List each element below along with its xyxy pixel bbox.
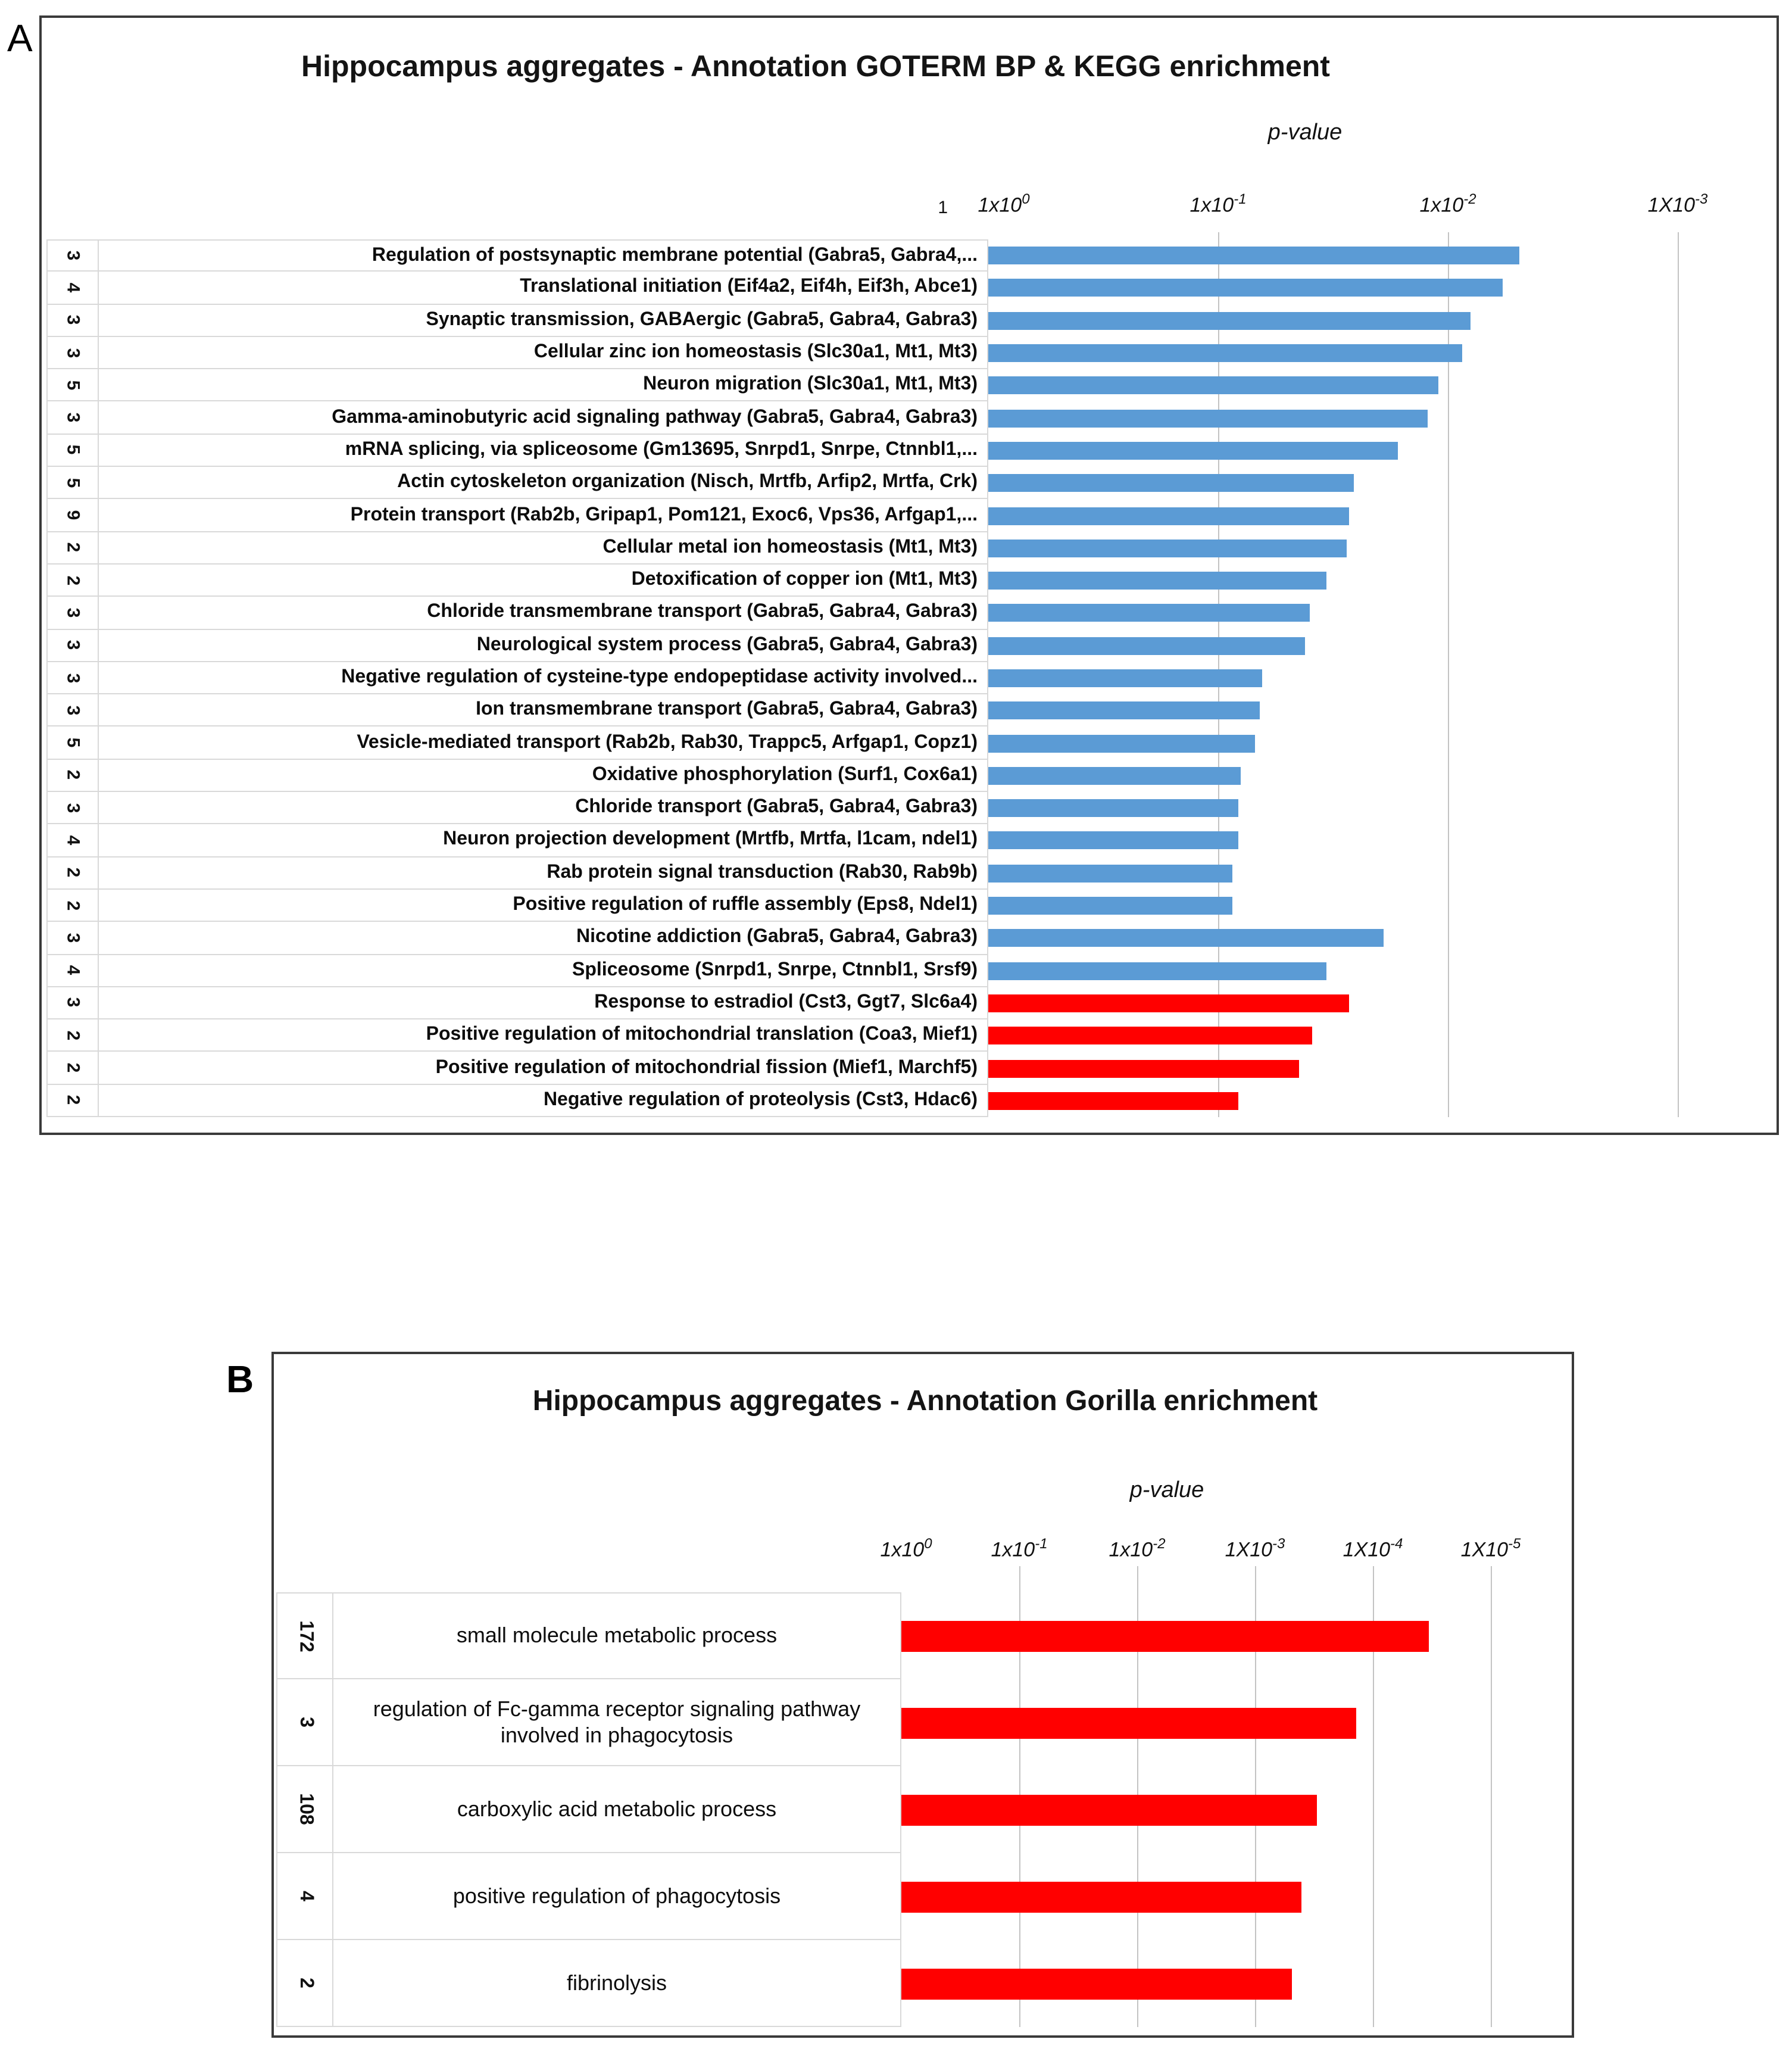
panel-b-chart bbox=[271, 1352, 1574, 2038]
gene-count: 4 bbox=[63, 965, 83, 975]
gene-count: 3 bbox=[63, 640, 83, 650]
gene-count: 4 bbox=[63, 282, 83, 293]
blue-bar bbox=[988, 247, 1519, 264]
gene-count: 2 bbox=[63, 770, 83, 781]
panel-a-title: Hippocampus aggregates - Annotation GOTERM BP & KEGG enrichment bbox=[301, 50, 1330, 83]
axis-tick: $1x10^0$ bbox=[978, 191, 1030, 217]
chart-row bbox=[276, 1766, 1569, 1853]
chart-row bbox=[46, 565, 1769, 597]
category-label: Detoxification of copper ion (Mt1, Mt3) bbox=[631, 569, 978, 590]
gene-count: 4 bbox=[295, 1891, 316, 1901]
category-label-cell bbox=[333, 1592, 901, 1679]
chart-row bbox=[46, 662, 1769, 695]
axis-tick: $1x10^0$ bbox=[880, 1535, 932, 1561]
blue-bar bbox=[988, 734, 1255, 752]
category-label-cell bbox=[99, 1019, 988, 1052]
chart-row bbox=[46, 694, 1769, 727]
category-label-cell bbox=[99, 597, 988, 630]
gene-count: 5 bbox=[63, 445, 83, 456]
gene-count-cell bbox=[46, 597, 99, 630]
gene-count: 3 bbox=[63, 607, 83, 618]
chart-row bbox=[46, 890, 1769, 922]
red-bar bbox=[988, 1027, 1312, 1045]
chart-row bbox=[46, 792, 1769, 825]
gene-count-cell bbox=[46, 532, 99, 565]
chart-row bbox=[46, 500, 1769, 532]
panel-a-xaxis-label: p-value bbox=[1267, 120, 1343, 145]
red-bar bbox=[901, 1794, 1317, 1825]
panel-b-letter: B bbox=[226, 1358, 254, 1401]
red-bar bbox=[988, 994, 1349, 1012]
category-label: Synaptic transmission, GABAergic (Gabra5, Gabra4, Gabra3) bbox=[426, 309, 978, 330]
category-label: Actin cytoskeleton organization (Nisch, Mrtfb, Arfip2, Mrtfa, Crk) bbox=[397, 472, 978, 492]
gene-count: 5 bbox=[63, 380, 83, 390]
gene-count-cell bbox=[46, 629, 99, 662]
gene-count: 2 bbox=[63, 868, 83, 878]
category-label: Neurological system process (Gabra5, Gabra4, Gabra3) bbox=[476, 634, 978, 655]
category-label: Gamma-aminobutyric acid signaling pathway (Gabra5, Gabra4, Gabra3) bbox=[332, 407, 978, 428]
gene-count: 2 bbox=[63, 1030, 83, 1040]
category-label-cell bbox=[333, 1940, 901, 2027]
category-label: Protein transport (Rab2b, Gripap1, Pom121, Exoc6, Vps36, Arfgap1,... bbox=[350, 504, 978, 525]
axis-tick-exponent: -2 bbox=[1153, 1535, 1166, 1552]
category-label-cell bbox=[99, 629, 988, 662]
category-label-cell bbox=[99, 239, 988, 272]
chart-row bbox=[46, 825, 1769, 858]
gene-count: 3 bbox=[63, 347, 83, 358]
category-label-cell bbox=[99, 565, 988, 597]
axis-tick: $1X10^{-3}$ bbox=[1647, 191, 1708, 217]
chart-row bbox=[276, 1940, 1569, 2027]
chart-row bbox=[46, 369, 1769, 402]
gene-count-cell bbox=[46, 987, 99, 1020]
chart-row bbox=[276, 1853, 1569, 1940]
chart-row bbox=[46, 857, 1769, 890]
blue-bar bbox=[988, 604, 1310, 622]
gene-count: 108 bbox=[295, 1793, 316, 1825]
gene-count: 3 bbox=[63, 997, 83, 1008]
blue-bar bbox=[988, 799, 1238, 817]
category-label: regulation of Fc-gamma receptor signaling pathway involved in phagocytosis bbox=[373, 1697, 861, 1747]
axis-tick-exponent: -3 bbox=[1695, 191, 1708, 207]
chart-row bbox=[46, 922, 1769, 955]
gene-count: 3 bbox=[63, 315, 83, 325]
blue-bar bbox=[988, 865, 1232, 883]
category-label-cell bbox=[99, 1084, 988, 1117]
blue-bar bbox=[988, 637, 1305, 654]
blue-bar bbox=[988, 897, 1232, 915]
chart-row bbox=[46, 987, 1769, 1020]
category-label: fibrinolysis bbox=[566, 1970, 667, 1995]
chart-row bbox=[46, 304, 1769, 337]
category-label: Rab protein signal transduction (Rab30, Rab9b) bbox=[547, 862, 978, 883]
blue-bar bbox=[988, 930, 1384, 947]
gene-count-cell bbox=[46, 955, 99, 987]
chart-row bbox=[46, 1019, 1769, 1052]
gene-count-cell bbox=[46, 1084, 99, 1117]
chart-row bbox=[46, 337, 1769, 370]
panel-a-axis-ticks bbox=[42, 191, 1777, 222]
gene-count-cell bbox=[46, 890, 99, 922]
category-label-cell bbox=[99, 857, 988, 890]
category-label-cell bbox=[99, 435, 988, 467]
category-label: Chloride transmembrane transport (Gabra5, Gabra4, Gabra3) bbox=[427, 601, 978, 622]
category-label-cell bbox=[99, 825, 988, 858]
chart-row bbox=[46, 272, 1769, 305]
category-label: Oxidative phosphorylation (Surf1, Cox6a1) bbox=[592, 764, 978, 785]
category-label: Response to estradiol (Cst3, Ggt7, Slc6a4) bbox=[594, 991, 978, 1012]
blue-bar bbox=[988, 474, 1354, 492]
panel-b-axis-ticks bbox=[274, 1535, 1572, 1566]
axis-tick-exponent: -3 bbox=[1272, 1535, 1285, 1552]
category-label-cell bbox=[99, 369, 988, 402]
category-label-cell bbox=[333, 1853, 901, 1940]
blue-bar bbox=[988, 442, 1398, 460]
gene-count: 3 bbox=[63, 672, 83, 683]
blue-bar bbox=[988, 279, 1503, 297]
category-label-cell bbox=[99, 694, 988, 727]
chart-row bbox=[276, 1592, 1569, 1679]
gene-count-cell bbox=[46, 727, 99, 760]
axis-tick-exponent: -1 bbox=[1035, 1535, 1048, 1552]
category-label-cell bbox=[99, 792, 988, 825]
red-bar bbox=[901, 1881, 1301, 1912]
gene-count: 2 bbox=[63, 900, 83, 910]
gene-count-cell bbox=[46, 760, 99, 793]
chart-row bbox=[46, 1052, 1769, 1085]
category-label-cell bbox=[99, 727, 988, 760]
blue-bar bbox=[988, 962, 1326, 980]
category-label: Chloride transport (Gabra5, Gabra4, Gabra3) bbox=[575, 797, 978, 818]
gene-count-cell bbox=[46, 922, 99, 955]
blue-bar bbox=[988, 767, 1241, 785]
chart-row bbox=[46, 955, 1769, 987]
category-label-cell bbox=[333, 1679, 901, 1766]
chart-row bbox=[46, 727, 1769, 760]
gene-count: 3 bbox=[63, 250, 83, 261]
category-label: Negative regulation of cysteine-type endopeptidase activity involved... bbox=[341, 667, 978, 687]
red-bar bbox=[988, 1059, 1299, 1077]
gene-count-cell bbox=[46, 337, 99, 370]
category-label-cell bbox=[99, 500, 988, 532]
category-label-cell bbox=[99, 662, 988, 695]
blue-bar bbox=[988, 507, 1349, 525]
blue-bar bbox=[988, 572, 1326, 590]
red-bar bbox=[901, 1620, 1429, 1651]
gene-count-cell bbox=[46, 435, 99, 467]
gene-count-cell bbox=[46, 1019, 99, 1052]
gene-count-cell bbox=[46, 694, 99, 727]
gene-count: 172 bbox=[295, 1620, 316, 1652]
axis-tick-exponent: 0 bbox=[1022, 191, 1030, 207]
category-label: Neuron projection development (Mrtfb, Mrtfa, l1cam, ndel1) bbox=[443, 829, 978, 850]
category-label: small molecule metabolic process bbox=[456, 1623, 778, 1648]
panel-a-letter: A bbox=[7, 17, 33, 60]
gene-count-cell bbox=[46, 239, 99, 272]
gene-count: 2 bbox=[295, 1978, 316, 1988]
axis-tick-exponent: -1 bbox=[1234, 191, 1247, 207]
category-label-cell bbox=[99, 402, 988, 435]
blue-bar bbox=[988, 702, 1260, 720]
category-label-cell bbox=[99, 467, 988, 500]
gene-count: 9 bbox=[63, 510, 83, 520]
red-bar bbox=[901, 1968, 1292, 1999]
gene-count-cell bbox=[46, 857, 99, 890]
axis-tick: $1x10^{-2}$ bbox=[1109, 1535, 1166, 1561]
gene-count-cell bbox=[46, 500, 99, 532]
gene-count: 4 bbox=[63, 835, 83, 846]
axis-tick: $1X10^{-4}$ bbox=[1343, 1535, 1403, 1561]
gene-count-cell bbox=[46, 467, 99, 500]
gene-count-cell bbox=[46, 565, 99, 597]
blue-bar bbox=[988, 344, 1462, 362]
chart-row bbox=[46, 402, 1769, 435]
category-label: mRNA splicing, via spliceosome (Gm13695, Snrpd1, Snrpe, Ctnnbl1,... bbox=[345, 439, 978, 460]
panel-a-chart bbox=[39, 15, 1779, 1135]
category-label: Vesicle-mediated transport (Rab2b, Rab30, Trappc5, Arfgap1, Copz1) bbox=[357, 732, 978, 753]
category-label: Cellular zinc ion homeostasis (Slc30a1, Mt1, Mt3) bbox=[533, 342, 978, 363]
gene-count-cell bbox=[46, 825, 99, 858]
blue-bar bbox=[988, 377, 1438, 395]
chart-row bbox=[276, 1679, 1569, 1766]
category-label: Negative regulation of proteolysis (Cst3, Hdac6) bbox=[543, 1089, 978, 1110]
axis-tick: $1X10^{-5}$ bbox=[1460, 1535, 1521, 1561]
blue-bar bbox=[988, 409, 1428, 427]
gene-count: 3 bbox=[295, 1717, 316, 1728]
gene-count: 3 bbox=[63, 933, 83, 943]
blue-bar bbox=[988, 540, 1347, 557]
category-label-cell bbox=[99, 272, 988, 305]
gene-count: 3 bbox=[63, 412, 83, 423]
gene-count-cell bbox=[276, 1940, 333, 2027]
category-label-cell bbox=[99, 337, 988, 370]
category-label: Ion transmembrane transport (Gabra5, Gabra4, Gabra3) bbox=[476, 699, 978, 720]
axis-tick-exponent: -5 bbox=[1508, 1535, 1521, 1552]
category-label: Positive regulation of ruffle assembly (Eps8, Ndel1) bbox=[513, 894, 978, 915]
category-label: Positive regulation of mitochondrial fission (Mief1, Marchf5) bbox=[435, 1057, 978, 1078]
gene-count: 2 bbox=[63, 575, 83, 585]
red-bar bbox=[901, 1707, 1356, 1738]
category-label: Positive regulation of mitochondrial translation (Coa3, Mief1) bbox=[426, 1024, 978, 1045]
axis-tick-exponent: -2 bbox=[1463, 191, 1476, 207]
chart-row bbox=[46, 532, 1769, 565]
category-label-cell bbox=[99, 922, 988, 955]
gene-count: 5 bbox=[63, 737, 83, 748]
axis-tick-exponent: -4 bbox=[1390, 1535, 1403, 1552]
gene-count: 3 bbox=[63, 705, 83, 715]
axis-tick: $1x10^{-1}$ bbox=[1190, 191, 1247, 217]
chart-row bbox=[46, 239, 1769, 272]
gene-count: 3 bbox=[63, 803, 83, 813]
panel-a-axis-first-tick: 1 bbox=[938, 198, 948, 218]
category-label-cell bbox=[99, 304, 988, 337]
red-bar bbox=[988, 1092, 1238, 1110]
panel-a-rows bbox=[46, 239, 1769, 1117]
gene-count: 2 bbox=[63, 1095, 83, 1106]
category-label-cell bbox=[99, 760, 988, 793]
category-label: Translational initiation (Eif4a2, Eif4h, Eif3h, Abce1) bbox=[520, 276, 978, 297]
category-label: Nicotine addiction (Gabra5, Gabra4, Gabra3) bbox=[576, 927, 978, 947]
panel-b-xaxis-label: p-value bbox=[1129, 1478, 1204, 1503]
gene-count-cell bbox=[46, 304, 99, 337]
category-label: Cellular metal ion homeostasis (Mt1, Mt3) bbox=[602, 537, 978, 557]
gene-count-cell bbox=[276, 1592, 333, 1679]
gene-count: 2 bbox=[63, 542, 83, 553]
gene-count-cell bbox=[46, 369, 99, 402]
gene-count-cell bbox=[46, 792, 99, 825]
category-label-cell bbox=[99, 532, 988, 565]
category-label: Spliceosome (Snrpd1, Snrpe, Ctnnbl1, Srsf9) bbox=[572, 959, 978, 980]
axis-tick: $1x10^{-2}$ bbox=[1419, 191, 1476, 217]
gene-count-cell bbox=[276, 1679, 333, 1766]
chart-row bbox=[46, 467, 1769, 500]
chart-row bbox=[46, 1084, 1769, 1117]
chart-row bbox=[46, 760, 1769, 793]
category-label-cell bbox=[99, 1052, 988, 1085]
category-label-cell bbox=[333, 1766, 901, 1853]
gene-count: 2 bbox=[63, 1062, 83, 1073]
axis-tick: $1x10^{-1}$ bbox=[991, 1535, 1048, 1561]
category-label-cell bbox=[99, 890, 988, 922]
category-label-cell bbox=[99, 955, 988, 987]
gene-count-cell bbox=[46, 272, 99, 305]
gene-count-cell bbox=[46, 662, 99, 695]
chart-row bbox=[46, 435, 1769, 467]
gene-count-cell bbox=[276, 1766, 333, 1853]
blue-bar bbox=[988, 669, 1262, 687]
axis-tick-exponent: 0 bbox=[924, 1535, 932, 1552]
gene-count-cell bbox=[276, 1853, 333, 1940]
gene-count-cell bbox=[46, 402, 99, 435]
blue-bar bbox=[988, 832, 1238, 850]
gene-count-cell bbox=[46, 1052, 99, 1085]
category-label: Neuron migration (Slc30a1, Mt1, Mt3) bbox=[643, 374, 978, 395]
chart-row bbox=[46, 629, 1769, 662]
category-label: Regulation of postsynaptic membrane potential (Gabra5, Gabra4,... bbox=[371, 245, 978, 266]
gene-count: 5 bbox=[63, 478, 83, 488]
panel-b-rows bbox=[276, 1592, 1569, 2027]
category-label-cell bbox=[99, 987, 988, 1020]
category-label: carboxylic acid metabolic process bbox=[457, 1797, 777, 1821]
axis-tick: $1X10^{-3}$ bbox=[1225, 1535, 1285, 1561]
category-label: positive regulation of phagocytosis bbox=[452, 1884, 781, 1908]
blue-bar bbox=[988, 311, 1471, 329]
panel-b-title: Hippocampus aggregates - Annotation Gorilla enrichment bbox=[532, 1385, 1318, 1417]
chart-row bbox=[46, 597, 1769, 630]
